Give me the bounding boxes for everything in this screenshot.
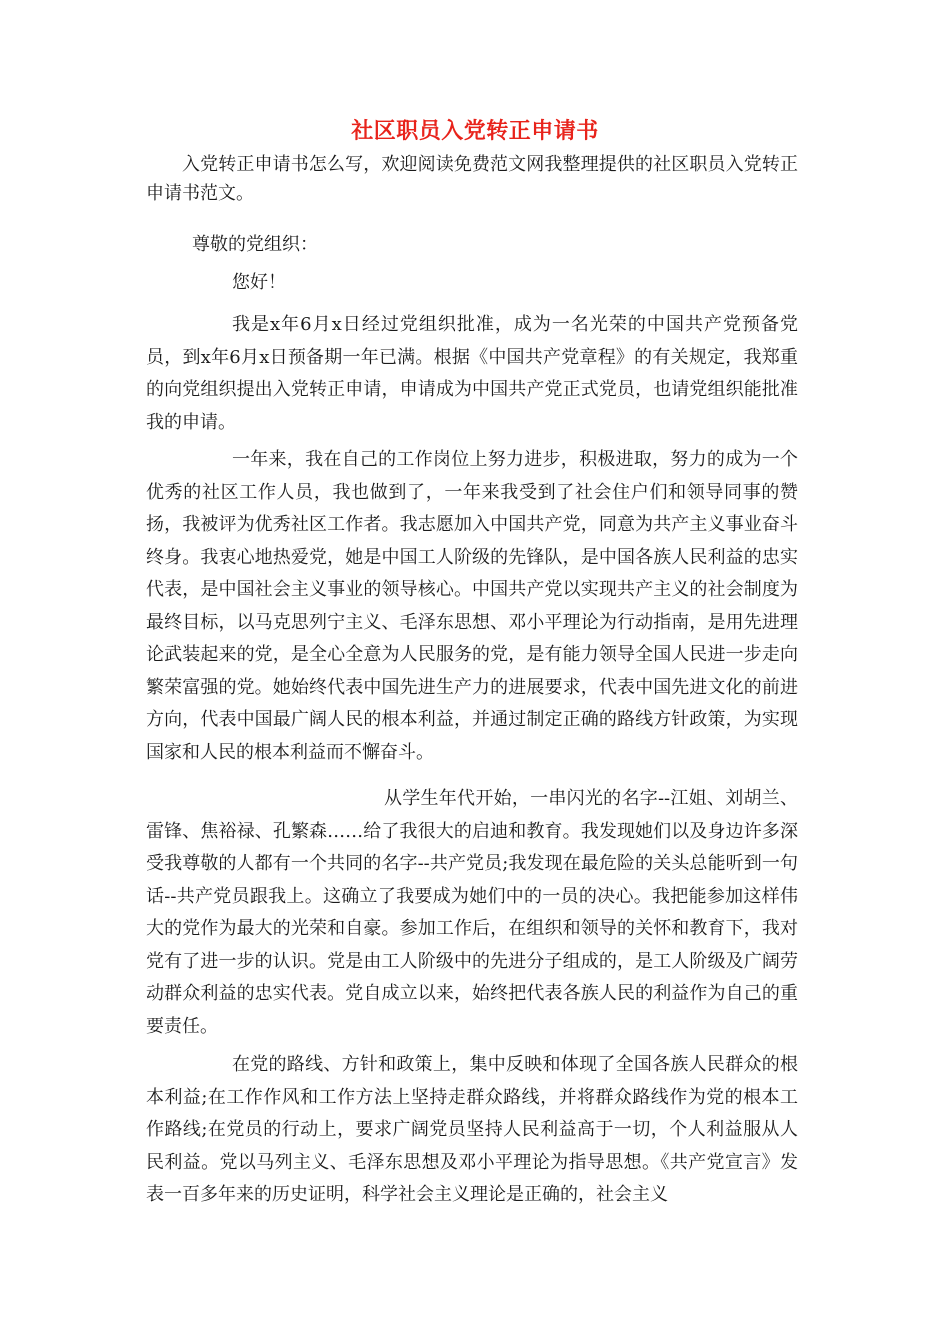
- body-paragraph: 从学生年代开始，一串闪光的名字--江姐、刘胡兰、雷锋、焦裕禄、孔繁森……给了我很大的启迪和教育。我发现她们以及身边许多深受我尊敬的人都有一个共同的名字--共产党员;我发现在最危险的关头总能听到一句话--共产党员跟我上。这确立了我要成为她们中的一员的决心。我把能参加这样伟大的党作为最大的光荣和自豪。参加工作后，在组织和领导的关怀和教育下，我对党有了进一步的认识。党是由工人阶级中的先进分子组成的，是工人阶级及广阔劳动群众利益的忠实代表。党自成立以来，始终把代表各族人民的利益作为自己的重要责任。: [146, 788, 798, 1037]
- greeting: 您好！: [232, 272, 286, 293]
- body-paragraph: 一年来，我在自己的工作岗位上努力进步，积极进取，努力的成为一个优秀的社区工作人员，我也做到了，一年来我受到了社会住户们和领导同事的赞扬，我被评为优秀社区工作者。我志愿加入中国共产党，同意为共产主义事业奋斗终身。我衷心地热爱党，她是中国工人阶级的先锋队，是中国各族人民利益的忠实代表，是中国社会主义事业的领导核心。中国共产党以实现共产主义的社会制度为最终目标，以马克思列宁主义、毛泽东思想、邓小平理论为行动指南，是用先进理论武装起来的党，是全心全意为人民服务的党，是有能力领导全国人民进一步走向繁荣富强的党。她始终代表中国先进生产力的进展要求，代表中国先进文化的前进方向，代表中国最广阔人民的根本利益，并通过制定正确的路线方针政策，为实现国家和人民的根本利益而不懈奋斗。: [146, 449, 798, 763]
- body-paragraph: 我是x年6月x日经过党组织批准，成为一名光荣的中国共产党预备党员，到x年6月x日预备期一年已满。根据《中国共产党章程》的有关规定，我郑重的向党组织提出入党转正申请，申请成为中国共产党正式党员，也请党组织能批准我的申请。: [146, 314, 798, 433]
- document-title: 社区职员入党转正申请书: [351, 119, 599, 144]
- salutation: 尊敬的党组织：: [192, 234, 318, 255]
- body-paragraph: 在党的路线、方针和政策上，集中反映和体现了全国各族人民群众的根本利益;在工作作风和工作方法上坚持走群众路线，并将群众路线作为党的根本工作路线;在党员的行动上，要求广阔党员坚持人民利益高于一切，个人利益服从人民利益。党以马列主义、毛泽东思想及邓小平理论为指导思想。《共产党宣言》发表一百多年来的历史证明，科学社会主义理论是正确的，社会主义: [146, 1054, 798, 1205]
- intro-paragraph: 入党转正申请书怎么写，欢迎阅读免费范文网我整理提供的社区职员入党转正申请书范文。: [146, 154, 798, 204]
